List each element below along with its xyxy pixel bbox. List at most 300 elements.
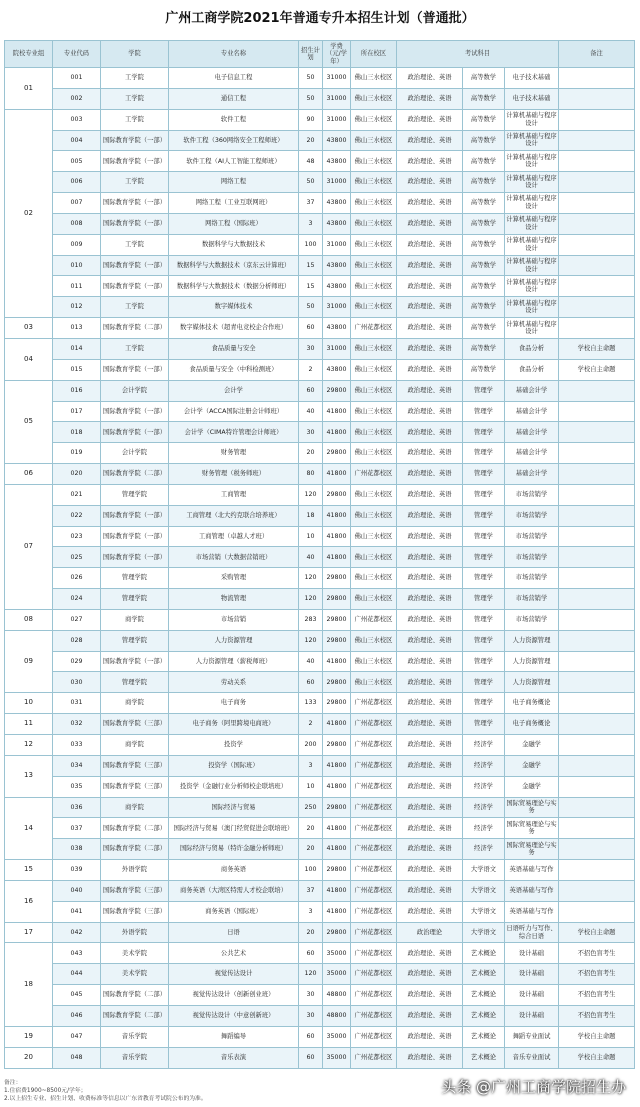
exam-1-cell: 政治理论、英语 xyxy=(397,130,463,151)
code-cell: 020 xyxy=(53,464,101,485)
remark-cell xyxy=(559,818,635,839)
college-cell: 国际教育学院（三部） xyxy=(101,714,169,735)
code-cell: 003 xyxy=(53,109,101,130)
exam-1-cell: 政治理论、英语 xyxy=(397,943,463,964)
remark-cell xyxy=(559,130,635,151)
college-cell: 商学院 xyxy=(101,797,169,818)
exam-3-cell: 国际贸易理论与实务 xyxy=(505,818,559,839)
tuition-cell: 41800 xyxy=(323,651,351,672)
major-cell: 投资学（金融行业分析师校企联培班） xyxy=(169,776,299,797)
campus-cell: 广州花都校区 xyxy=(351,797,397,818)
exam-3-cell: 设计基础 xyxy=(505,985,559,1006)
college-cell: 国际教育学院（一部） xyxy=(101,547,169,568)
exam-1-cell: 政治理论、英语 xyxy=(397,276,463,297)
exam-1-cell: 政治理论、英语 xyxy=(397,1026,463,1047)
table-row xyxy=(5,318,635,339)
exam-1-cell: 政治理论、英语 xyxy=(397,234,463,255)
remark-cell xyxy=(559,505,635,526)
remark-cell xyxy=(559,547,635,568)
campus-cell: 佛山三水校区 xyxy=(351,672,397,693)
campus-cell: 佛山三水校区 xyxy=(351,401,397,422)
table-row xyxy=(5,401,635,422)
quota-cell: 30 xyxy=(299,338,323,359)
college-cell: 国际教育学院（一部） xyxy=(101,255,169,276)
table-row xyxy=(5,422,635,443)
exam-2-cell: 管理学 xyxy=(463,526,505,547)
tuition-cell: 29800 xyxy=(323,630,351,651)
tuition-cell: 41800 xyxy=(323,714,351,735)
table-row xyxy=(5,68,635,89)
code-cell: 023 xyxy=(53,526,101,547)
major-cell: 市场营销（大数据营销班） xyxy=(169,547,299,568)
campus-cell: 广州花都校区 xyxy=(351,860,397,881)
quota-cell: 40 xyxy=(299,547,323,568)
campus-cell: 佛山三水校区 xyxy=(351,630,397,651)
exam-2-cell: 艺术概论 xyxy=(463,985,505,1006)
exam-1-cell: 政治理论、英语 xyxy=(397,88,463,109)
tuition-cell: 41800 xyxy=(323,547,351,568)
remark-cell: 学校自主命题 xyxy=(559,338,635,359)
quota-cell: 283 xyxy=(299,609,323,630)
table-row xyxy=(5,526,635,547)
major-cell: 通信工程 xyxy=(169,88,299,109)
college-cell: 管理学院 xyxy=(101,568,169,589)
remark-cell: 不招色盲考生 xyxy=(559,1005,635,1026)
exam-3-cell: 英语基础与写作 xyxy=(505,880,559,901)
group-cell: 14 xyxy=(5,797,53,860)
quota-cell: 18 xyxy=(299,505,323,526)
exam-2-cell: 高等数学 xyxy=(463,68,505,89)
remark-cell xyxy=(559,109,635,130)
remark-cell: 学校自主命题 xyxy=(559,1047,635,1068)
code-cell: 012 xyxy=(53,297,101,318)
exam-1-cell: 政治理论、英语 xyxy=(397,151,463,172)
table-row xyxy=(5,1005,635,1026)
exam-1-cell: 政治理论、英语 xyxy=(397,630,463,651)
code-cell: 046 xyxy=(53,1005,101,1026)
exam-3-cell: 市场营销学 xyxy=(505,609,559,630)
remark-cell xyxy=(559,255,635,276)
college-cell: 商学院 xyxy=(101,609,169,630)
remark-cell: 不招色盲考生 xyxy=(559,985,635,1006)
tuition-cell: 35000 xyxy=(323,1026,351,1047)
remark-cell: 学校自主命题 xyxy=(559,1026,635,1047)
campus-cell: 佛山三水校区 xyxy=(351,651,397,672)
exam-3-cell: 计算机基础与程序设计 xyxy=(505,172,559,193)
remark-cell xyxy=(559,672,635,693)
quota-cell: 60 xyxy=(299,1047,323,1068)
table-row xyxy=(5,797,635,818)
header-group: 院校专业组 xyxy=(5,41,53,68)
remark-cell xyxy=(559,318,635,339)
tuition-cell: 31000 xyxy=(323,109,351,130)
major-cell: 国际经济与贸易 xyxy=(169,797,299,818)
group-cell: 05 xyxy=(5,380,53,463)
quota-cell: 30 xyxy=(299,422,323,443)
major-cell: 网络工程（工业互联网班） xyxy=(169,193,299,214)
group-cell: 20 xyxy=(5,1047,53,1068)
group-cell: 17 xyxy=(5,922,53,943)
exam-3-cell: 食品分析 xyxy=(505,338,559,359)
quota-cell: 50 xyxy=(299,172,323,193)
campus-cell: 广州花都校区 xyxy=(351,776,397,797)
remark-cell xyxy=(559,589,635,610)
exam-1-cell: 政治理论、英语 xyxy=(397,1047,463,1068)
quota-cell: 20 xyxy=(299,839,323,860)
exam-3-cell: 英语基础与写作 xyxy=(505,860,559,881)
college-cell: 音乐学院 xyxy=(101,1026,169,1047)
exam-3-cell: 人力资源管理 xyxy=(505,672,559,693)
campus-cell: 广州花都校区 xyxy=(351,609,397,630)
quota-cell: 60 xyxy=(299,1026,323,1047)
campus-cell: 佛山三水校区 xyxy=(351,484,397,505)
exam-3-cell: 日语听力与写作、综合日语 xyxy=(505,922,559,943)
exam-3-cell: 计算机基础与程序设计 xyxy=(505,193,559,214)
remark-cell xyxy=(559,797,635,818)
exam-3-cell: 计算机基础与程序设计 xyxy=(505,318,559,339)
tuition-cell: 29800 xyxy=(323,443,351,464)
table-row xyxy=(5,1047,635,1068)
code-cell: 030 xyxy=(53,672,101,693)
remark-cell xyxy=(559,234,635,255)
code-cell: 021 xyxy=(53,484,101,505)
footnote-1: 1.住宿费1900~8500元/学年； xyxy=(4,1088,87,1094)
exam-1-cell: 政治理论、英语 xyxy=(397,880,463,901)
table-row xyxy=(5,985,635,1006)
college-cell: 国际教育学院（一部） xyxy=(101,276,169,297)
college-cell: 管理学院 xyxy=(101,630,169,651)
campus-cell: 佛山三水校区 xyxy=(351,443,397,464)
exam-3-cell: 国际贸易理论与实务 xyxy=(505,797,559,818)
code-cell: 001 xyxy=(53,68,101,89)
exam-1-cell: 政治理论、英语 xyxy=(397,860,463,881)
tuition-cell: 48800 xyxy=(323,985,351,1006)
remark-cell xyxy=(559,714,635,735)
code-cell: 011 xyxy=(53,276,101,297)
major-cell: 劳动关系 xyxy=(169,672,299,693)
major-cell: 软件工程（360网络安全工程师班） xyxy=(169,130,299,151)
tuition-cell: 41800 xyxy=(323,401,351,422)
remark-cell xyxy=(559,693,635,714)
tuition-cell: 43800 xyxy=(323,130,351,151)
major-cell: 数字媒体技术 xyxy=(169,297,299,318)
campus-cell: 广州花都校区 xyxy=(351,880,397,901)
tuition-cell: 43800 xyxy=(323,276,351,297)
code-cell: 031 xyxy=(53,693,101,714)
major-cell: 投资学 xyxy=(169,735,299,756)
tuition-cell: 29800 xyxy=(323,589,351,610)
code-cell: 034 xyxy=(53,755,101,776)
quota-cell: 40 xyxy=(299,651,323,672)
group-cell: 19 xyxy=(5,1026,53,1047)
campus-cell: 佛山三水校区 xyxy=(351,193,397,214)
code-cell: 022 xyxy=(53,505,101,526)
quota-cell: 20 xyxy=(299,443,323,464)
exam-3-cell: 金融学 xyxy=(505,776,559,797)
document-title: 广州工商学院2021年普通专升本招生计划（普通批） xyxy=(165,11,475,26)
exam-3-cell: 食品分析 xyxy=(505,359,559,380)
remark-cell xyxy=(559,609,635,630)
major-cell: 市场营销 xyxy=(169,609,299,630)
campus-cell: 广州花都校区 xyxy=(351,693,397,714)
quota-cell: 20 xyxy=(299,818,323,839)
tuition-cell: 29800 xyxy=(323,380,351,401)
college-cell: 管理学院 xyxy=(101,589,169,610)
exam-3-cell: 计算机基础与程序设计 xyxy=(505,255,559,276)
table-row xyxy=(5,735,635,756)
group-cell: 04 xyxy=(5,338,53,380)
tuition-cell: 41800 xyxy=(323,464,351,485)
college-cell: 国际教育学院（一部） xyxy=(101,213,169,234)
code-cell: 032 xyxy=(53,714,101,735)
table-row xyxy=(5,672,635,693)
code-cell: 035 xyxy=(53,776,101,797)
quota-cell: 2 xyxy=(299,359,323,380)
quota-cell: 80 xyxy=(299,464,323,485)
college-cell: 国际教育学院（三部） xyxy=(101,755,169,776)
table-row xyxy=(5,484,635,505)
quota-cell: 20 xyxy=(299,130,323,151)
exam-3-cell: 设计基础 xyxy=(505,964,559,985)
tuition-cell: 31000 xyxy=(323,68,351,89)
code-cell: 013 xyxy=(53,318,101,339)
code-cell: 017 xyxy=(53,401,101,422)
exam-2-cell: 经济学 xyxy=(463,797,505,818)
exam-3-cell: 市场营销学 xyxy=(505,484,559,505)
exam-3-cell: 市场营销学 xyxy=(505,547,559,568)
exam-3-cell: 电子技术基础 xyxy=(505,88,559,109)
table-row xyxy=(5,922,635,943)
exam-2-cell: 高等数学 xyxy=(463,213,505,234)
quota-cell: 120 xyxy=(299,964,323,985)
exam-2-cell: 经济学 xyxy=(463,839,505,860)
remark-cell xyxy=(559,68,635,89)
quota-cell: 3 xyxy=(299,755,323,776)
major-cell: 视觉传达设计 xyxy=(169,964,299,985)
college-cell: 商学院 xyxy=(101,693,169,714)
college-cell: 工学院 xyxy=(101,109,169,130)
table-header xyxy=(5,41,635,68)
table-row xyxy=(5,943,635,964)
major-cell: 商务英语（大湾区特需人才校企联培） xyxy=(169,880,299,901)
quota-cell: 100 xyxy=(299,234,323,255)
campus-cell: 广州花都校区 xyxy=(351,943,397,964)
code-cell: 036 xyxy=(53,797,101,818)
remark-cell xyxy=(559,901,635,922)
exam-2-cell: 经济学 xyxy=(463,776,505,797)
exam-3-cell: 计算机基础与程序设计 xyxy=(505,109,559,130)
major-cell: 采购管理 xyxy=(169,568,299,589)
group-cell: 11 xyxy=(5,714,53,735)
table-body xyxy=(5,68,635,1069)
exam-2-cell: 高等数学 xyxy=(463,193,505,214)
exam-3-cell: 电子技术基础 xyxy=(505,68,559,89)
quota-cell: 250 xyxy=(299,797,323,818)
exam-2-cell: 管理学 xyxy=(463,380,505,401)
campus-cell: 佛山三水校区 xyxy=(351,130,397,151)
major-cell: 工商管理 xyxy=(169,484,299,505)
table-row xyxy=(5,172,635,193)
campus-cell: 广州花都校区 xyxy=(351,714,397,735)
table-row xyxy=(5,755,635,776)
exam-2-cell: 高等数学 xyxy=(463,359,505,380)
exam-1-cell: 政治理论、英语 xyxy=(397,693,463,714)
major-cell: 视觉传达设计（中意创新班） xyxy=(169,1005,299,1026)
campus-cell: 佛山三水校区 xyxy=(351,505,397,526)
remark-cell xyxy=(559,526,635,547)
table-row xyxy=(5,714,635,735)
table-row xyxy=(5,505,635,526)
quota-cell: 120 xyxy=(299,484,323,505)
remark-cell xyxy=(559,88,635,109)
exam-1-cell: 政治理论、英语 xyxy=(397,505,463,526)
major-cell: 电子商务（阿里跨境电商班） xyxy=(169,714,299,735)
campus-cell: 佛山三水校区 xyxy=(351,109,397,130)
quota-cell: 200 xyxy=(299,735,323,756)
tuition-cell: 41800 xyxy=(323,776,351,797)
college-cell: 国际教育学院（二部） xyxy=(101,839,169,860)
table-row xyxy=(5,88,635,109)
quota-cell: 120 xyxy=(299,630,323,651)
header-college: 学院 xyxy=(101,41,169,68)
table-row xyxy=(5,276,635,297)
campus-cell: 佛山三水校区 xyxy=(351,234,397,255)
exam-1-cell: 政治理论、英语 xyxy=(397,964,463,985)
exam-2-cell: 管理学 xyxy=(463,589,505,610)
remark-cell xyxy=(559,401,635,422)
table-row xyxy=(5,776,635,797)
tuition-cell: 41800 xyxy=(323,901,351,922)
exam-1-cell: 政治理论、英语 xyxy=(397,651,463,672)
code-cell: 037 xyxy=(53,818,101,839)
code-cell: 010 xyxy=(53,255,101,276)
table-row xyxy=(5,860,635,881)
tuition-cell: 41800 xyxy=(323,505,351,526)
exam-2-cell: 艺术概论 xyxy=(463,1005,505,1026)
table-row xyxy=(5,297,635,318)
exam-2-cell: 高等数学 xyxy=(463,172,505,193)
campus-cell: 佛山三水校区 xyxy=(351,68,397,89)
exam-1-cell: 政治理论、英语 xyxy=(397,714,463,735)
campus-cell: 广州花都校区 xyxy=(351,464,397,485)
exam-1-cell: 政治理论、英语 xyxy=(397,901,463,922)
group-cell: 06 xyxy=(5,464,53,485)
college-cell: 商学院 xyxy=(101,735,169,756)
quota-cell: 30 xyxy=(299,1005,323,1026)
header-major: 专业名称 xyxy=(169,41,299,68)
table-row xyxy=(5,568,635,589)
exam-1-cell: 政治理论、英语 xyxy=(397,755,463,776)
code-cell: 026 xyxy=(53,568,101,589)
quota-cell: 60 xyxy=(299,318,323,339)
campus-cell: 广州花都校区 xyxy=(351,735,397,756)
code-cell: 016 xyxy=(53,380,101,401)
campus-cell: 佛山三水校区 xyxy=(351,255,397,276)
college-cell: 国际教育学院（一部） xyxy=(101,526,169,547)
exam-2-cell: 高等数学 xyxy=(463,130,505,151)
header-quota: 招生计划 xyxy=(299,41,323,68)
footnotes xyxy=(4,1079,207,1103)
quota-cell: 30 xyxy=(299,985,323,1006)
campus-cell: 佛山三水校区 xyxy=(351,380,397,401)
exam-3-cell: 计算机基础与程序设计 xyxy=(505,234,559,255)
major-cell: 软件工程 xyxy=(169,109,299,130)
code-cell: 014 xyxy=(53,338,101,359)
tuition-cell: 31000 xyxy=(323,297,351,318)
exam-3-cell: 市场营销学 xyxy=(505,505,559,526)
campus-cell: 佛山三水校区 xyxy=(351,359,397,380)
exam-2-cell: 管理学 xyxy=(463,401,505,422)
college-cell: 国际教育学院（二部） xyxy=(101,1005,169,1026)
exam-2-cell: 艺术概论 xyxy=(463,1047,505,1068)
exam-3-cell: 基础会计学 xyxy=(505,464,559,485)
college-cell: 工学院 xyxy=(101,297,169,318)
exam-2-cell: 高等数学 xyxy=(463,151,505,172)
exam-1-cell: 政治理论、英语 xyxy=(397,464,463,485)
remark-cell xyxy=(559,193,635,214)
code-cell: 015 xyxy=(53,359,101,380)
code-cell: 033 xyxy=(53,735,101,756)
exam-2-cell: 管理学 xyxy=(463,714,505,735)
tuition-cell: 43800 xyxy=(323,318,351,339)
remark-cell: 不招色盲考生 xyxy=(559,964,635,985)
quota-cell: 2 xyxy=(299,714,323,735)
quota-cell: 3 xyxy=(299,901,323,922)
tuition-cell: 29800 xyxy=(323,484,351,505)
exam-3-cell: 电子商务概论 xyxy=(505,714,559,735)
table-row xyxy=(5,630,635,651)
tuition-cell: 43800 xyxy=(323,193,351,214)
code-cell: 027 xyxy=(53,609,101,630)
major-cell: 音乐表演 xyxy=(169,1047,299,1068)
tuition-cell: 29800 xyxy=(323,672,351,693)
remark-cell xyxy=(559,422,635,443)
exam-2-cell: 高等数学 xyxy=(463,234,505,255)
major-cell: 财务管理（税务师班） xyxy=(169,464,299,485)
table-row xyxy=(5,109,635,130)
table-row xyxy=(5,964,635,985)
exam-3-cell: 计算机基础与程序设计 xyxy=(505,297,559,318)
tuition-cell: 35000 xyxy=(323,1047,351,1068)
quota-cell: 60 xyxy=(299,380,323,401)
exam-2-cell: 高等数学 xyxy=(463,255,505,276)
tuition-cell: 43800 xyxy=(323,255,351,276)
college-cell: 工学院 xyxy=(101,68,169,89)
major-cell: 日语 xyxy=(169,922,299,943)
exam-1-cell: 政治理论、英语 xyxy=(397,526,463,547)
major-cell: 视觉传达设计（创新创业班） xyxy=(169,985,299,1006)
tuition-cell: 31000 xyxy=(323,172,351,193)
college-cell: 国际教育学院（三部） xyxy=(101,880,169,901)
college-cell: 音乐学院 xyxy=(101,1047,169,1068)
exam-2-cell: 管理学 xyxy=(463,484,505,505)
table-row xyxy=(5,443,635,464)
header-code: 专业代码 xyxy=(53,41,101,68)
code-cell: 002 xyxy=(53,88,101,109)
table-row xyxy=(5,651,635,672)
exam-2-cell: 高等数学 xyxy=(463,109,505,130)
remark-cell xyxy=(559,735,635,756)
table-row xyxy=(5,380,635,401)
campus-cell: 佛山三水校区 xyxy=(351,526,397,547)
exam-2-cell: 艺术概论 xyxy=(463,964,505,985)
exam-3-cell: 基础会计学 xyxy=(505,443,559,464)
exam-1-cell: 政治理论、英语 xyxy=(397,255,463,276)
remark-cell xyxy=(559,484,635,505)
exam-1-cell: 政治理论、英语 xyxy=(397,213,463,234)
exam-2-cell: 管理学 xyxy=(463,651,505,672)
footnote-title: 备注： xyxy=(4,1080,22,1086)
